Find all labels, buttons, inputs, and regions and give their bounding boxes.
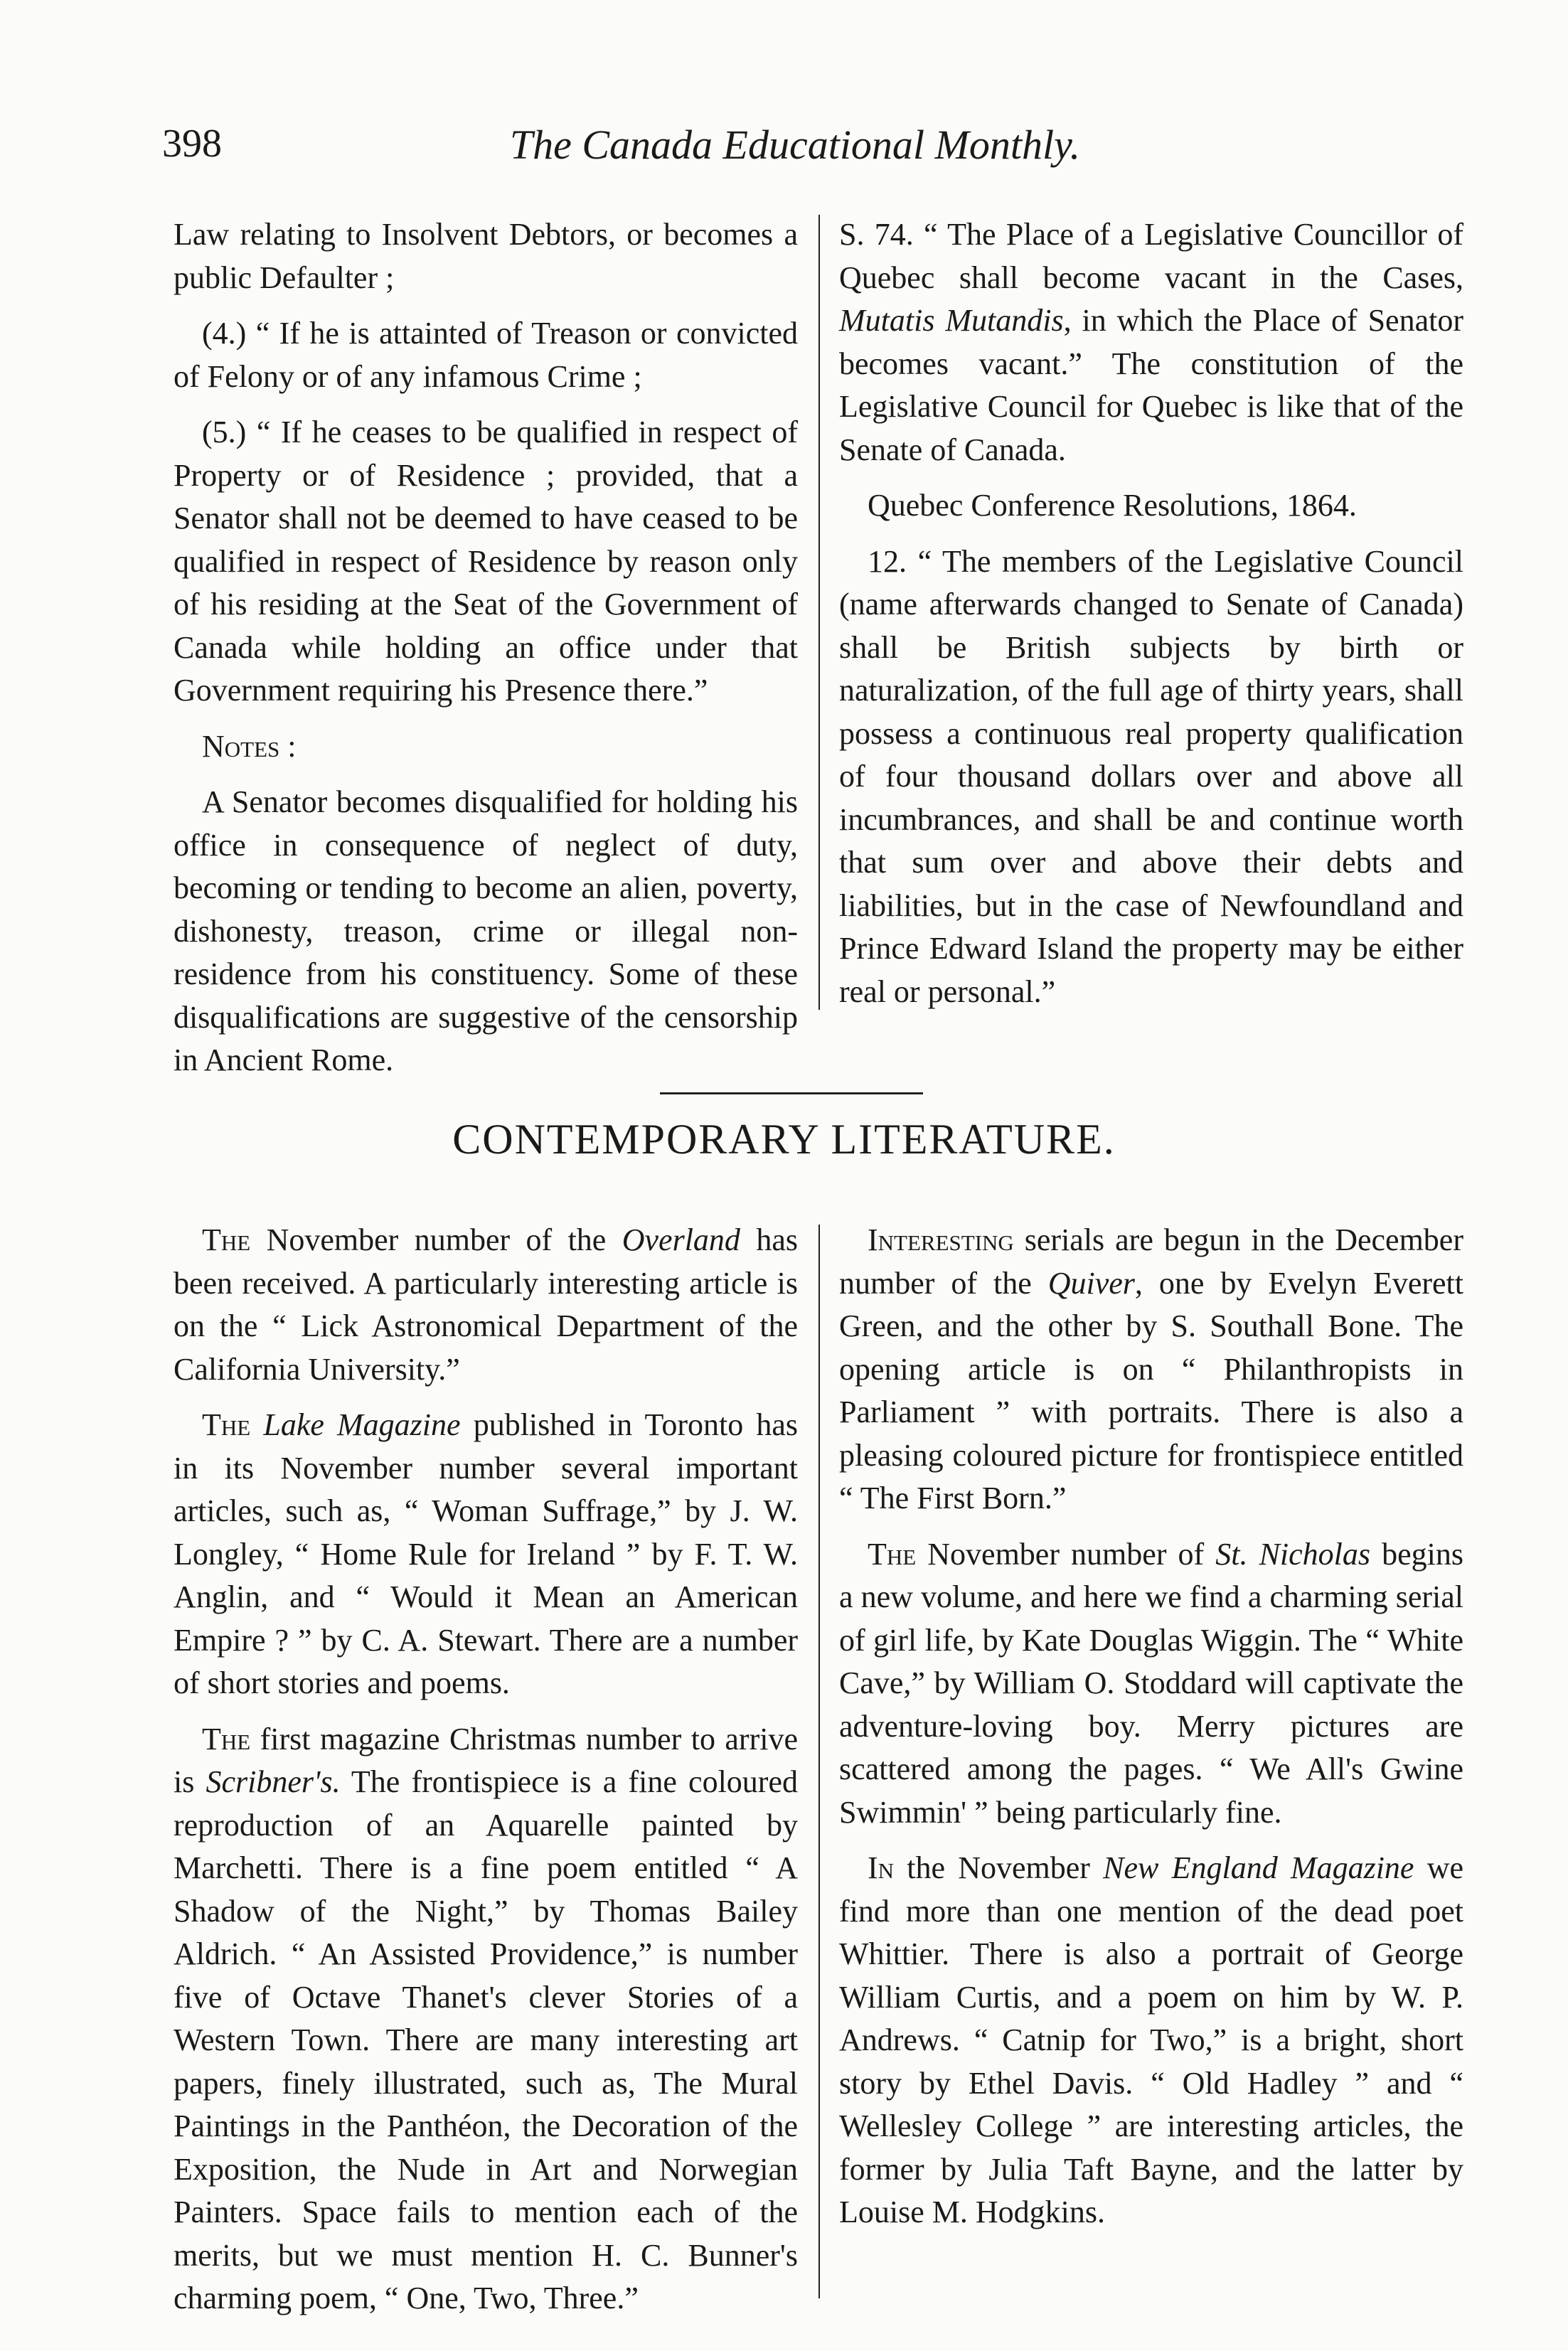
text-run: , in which the Place of Senator becomes vacant.” The constitution of the Legislative Council for Quebec is like that of the Senate of Canada.	[839, 303, 1463, 467]
italic-text: Mutatis Mutandis	[839, 303, 1064, 338]
column-right-bottom	[839, 1219, 1463, 2247]
paragraph	[839, 1219, 1463, 1520]
column-left-bottom	[174, 1219, 798, 2333]
text-run: has been received. A particularly interesting article is on the “ Lick Astronomical Department of the California University.”	[174, 1222, 798, 1387]
section-rule	[660, 1092, 923, 1094]
italic-text: Overland	[622, 1222, 740, 1257]
page-header	[162, 121, 1428, 185]
section-heading: CONTEMPORARY LITERATURE.	[452, 1116, 1116, 1163]
text-run: begins a new volume, and here we find a charming serial of girl life, by Kate Douglas Wiggin. The “ White Cave,” by William O. Stoddard will captivate the adventure-loving boy. Merry pictures are scattered among the pages. “ We All's Gwine Swimmin' ” being particularly fine.	[839, 1536, 1463, 1830]
italic-text: Quiver	[1047, 1265, 1135, 1301]
paragraph: (5.) “ If he ceases to be qualified in respect of Property or of Residence ; provided, that a Senator shall not be deemed to have ceased to be qualified in respect of Residence by reason only of his residing at the Seat of the Government of Canada while holding an office under that Government requiring his Presence there.”	[174, 415, 798, 708]
italic-text: New England Magazine	[1103, 1850, 1414, 1885]
text-run: November number of	[916, 1536, 1216, 1572]
text-run: the November	[894, 1850, 1104, 1885]
text-run: serials are begun in the December number of the	[839, 1222, 1463, 1301]
running-title: The Canada Educational Monthly.	[509, 122, 1081, 168]
text-run: S. 74. “ The Place of a Legislative Councillor of Quebec shall become vacant in the Cases,	[839, 217, 1463, 295]
small-caps-text: The	[202, 1407, 251, 1442]
italic-text: St. Nicholas	[1215, 1536, 1371, 1572]
paragraph: Law relating to Insolvent Debtors, or becomes a public Defaulter ;	[174, 217, 798, 295]
italic-text: Scribner's.	[206, 1764, 341, 1799]
column-right-top	[839, 213, 1463, 1026]
small-caps-text: The	[202, 1721, 251, 1756]
small-caps-text: The	[868, 1536, 917, 1572]
text-run: we find more than one mention of the dead poet Whittier. There is also a portrait of George William Curtis, and a poem on him by W. P. Andrews. “ Catnip for Two,” is a bright, short story by Ethel Davis. “ Old Hadley ” and “ Wellesley College ” are interesting articles, the former by Julia Taft Bayne, and the latter by Louise M. Hodgkins.	[839, 1850, 1463, 2229]
column-divider	[818, 1225, 820, 2298]
page-number: 398	[162, 122, 222, 166]
text-run: The frontispiece is a fine coloured reproduction of an Aquarelle painted by Marchetti. There is a fine poem entitled “ A Shadow of the Night,” by Thomas Bailey Aldrich. “ An Assisted Providence,” is number five of Octave Thanet's clever Stories of a Western Town. There are many interesting art papers, finely illustrated, such as, The Mural Paintings in the Panthéon, the Decoration of the Exposition, the Nude in Art and Norwegian Painters. Space fails to mention each of the merits, but we must mention H. C. Bunner's charming poem, “ One, Two, Three.”	[174, 1764, 798, 2315]
paragraph: Quebec Conference Resolutions, 1864.	[868, 488, 1357, 523]
notes-label: Notes :	[202, 728, 297, 764]
paragraph	[174, 1404, 798, 1705]
paragraph	[174, 1219, 798, 1391]
small-caps-text: Interesting	[868, 1222, 1014, 1257]
text-run: published in Toronto has in its November number several important articles, such as, “ Woman Suffrage,” by J. W. Longley, “ Home Rule for Ireland ” by F. T. W. Anglin, and “ Would it Mean an American Empire ? ” by C. A. Stewart. There are a number of short stories and poems.	[174, 1407, 799, 1700]
paragraph	[839, 213, 1463, 471]
italic-text: Lake Magazine	[250, 1407, 461, 1442]
paragraph: A Senator becomes disqualified for holding his office in consequence of neglect of duty, becoming or tending to become an alien, poverty, dishonesty, treason, crime or illegal non-residence from his constituency. Some of these disqualifications are suggestive of the censorship in Ancient Rome.	[174, 784, 798, 1077]
text-run: November number of the	[250, 1222, 622, 1257]
paragraph	[839, 1533, 1463, 1835]
text-run: , one by Evelyn Everett Green, and the other by S. Southall Bone. The opening article is on “ Philanthropists in Parliament ” with portraits. There is also a pleasing coloured picture for frontispiece entitled “ The First Born.”	[839, 1265, 1464, 1515]
column-left-top	[174, 213, 798, 1095]
column-divider	[818, 215, 820, 1010]
small-caps-text: In	[868, 1850, 895, 1885]
paragraph	[839, 1847, 1463, 2234]
paragraph	[174, 1718, 798, 2320]
paragraph: 12. “ The members of the Legislative Council (name afterwards changed to Senate of Canada) shall be British subjects by birth or naturalization, of the full age of thirty years, shall possess a continuous real property qualification of four thousand dollars over and above all incumbrances, and shall be and continue worth that sum over and above their debts and liabilities, but in the case of Newfoundland and Prince Edward Island the property may be either real or personal.”	[839, 543, 1463, 1009]
paragraph: (4.) “ If he is attainted of Treason or convicted of Felony or of any infamous Crime ;	[174, 316, 798, 394]
text-run: first magazine Christmas number to arrive is	[174, 1721, 798, 1799]
small-caps-text: The	[202, 1222, 251, 1257]
